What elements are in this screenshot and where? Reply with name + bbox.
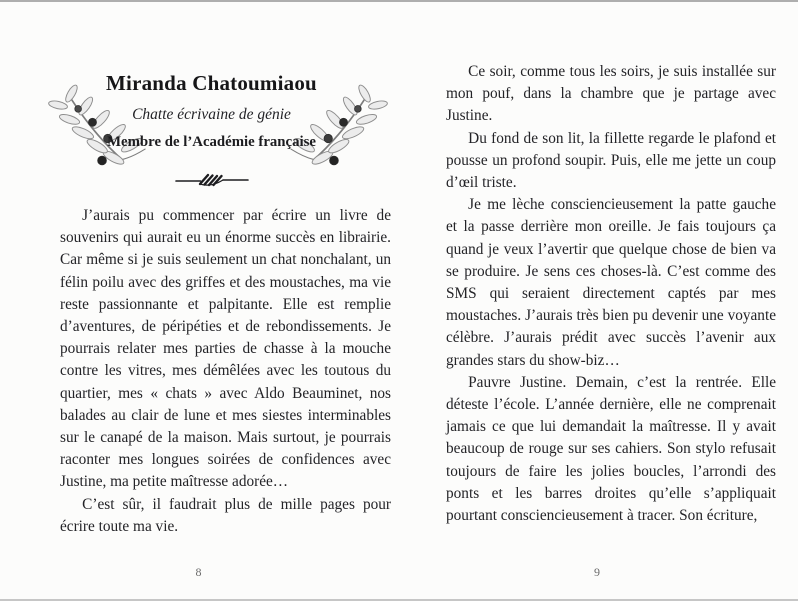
chapter-header [60, 71, 391, 151]
page-number-left [60, 565, 391, 580]
body-paragraph: Ce soir, comme tous les soirs, je suis installée sur mon pouf, dans la chambre que je partage avec Justine. [446, 63, 776, 125]
page-number-right [446, 565, 776, 580]
page-number-value: 9 [594, 565, 600, 579]
body-paragraph: Du fond de son lit, la fillette regarde le plafond et pousse un profond soupir. Puis, elle me jette un coup d’œil triste. [446, 129, 776, 192]
author-name-title: Miranda Chatoumiaou [106, 71, 317, 95]
author-membership: Membre de l’Académie française [107, 134, 316, 150]
chapter-author-block [46, 71, 377, 151]
rope-twist-divider-icon [173, 171, 251, 189]
body-paragraph: Je me lèche consciencieusement la patte gauche et la passe derrière mon oreille. Je fais toujours ça quand je veux l’avertir que quelque chose de bien va se produire. Je sens ces choses-là. C’est comme des SMS qui seraient directement captés par mes moustaches. J’aurais très bien pu devenir une voyante célèbre. J’aurais prédit avec succès l’avenir aux grandes stars du show-biz… [446, 196, 776, 369]
body-paragraph: J’aurais pu commencer par écrire un livre de souvenirs qui aurait eu un énorme succès en librairie. Car même si je suis seulement un chat nonchalant, un félin poilu avec des griffes et des moustaches, ma vie reste passionnante et palpitante. Elle est remplie d’aventures, de péripéties et de rebondissements. Je pourrais relater mes parties de chasse à la mouche contre les vitres, mes démêlées avec les toutous du quartier, mes « chats » avec Aldo Beauminet, nos balades au clair de lune et mes siestes interminables sur le canapé de la maison. Mais surtout, je pourrais raconter mes longues soirées de confidences avec Justine, ma petite maîtresse adorée… [60, 207, 391, 491]
page-number-value: 8 [195, 565, 202, 579]
left-page-text [60, 205, 391, 538]
body-paragraph: Pauvre Justine. Demain, c’est la rentrée. Elle déteste l’école. L’année dernière, elle ne comprenait jamais ce que lui demandait la maîtresse. Il y avait beaucoup de rouge sur ses cahiers. Son stylo refusait toujours de faire les jolies boucles, l’arrondi des ponts et les barres droites qu’elle s’appliquait pourtant consciencieusement à tracer. Son écriture, [446, 373, 776, 525]
left-page [60, 0, 391, 601]
section-divider [46, 171, 377, 194]
author-subtitle: Chatte écrivaine de génie [132, 106, 291, 123]
body-paragraph: C’est sûr, il faudrait plus de mille pages pour écrire toute ma vie. [60, 495, 391, 535]
right-page [446, 0, 776, 601]
right-page-text [446, 61, 776, 527]
